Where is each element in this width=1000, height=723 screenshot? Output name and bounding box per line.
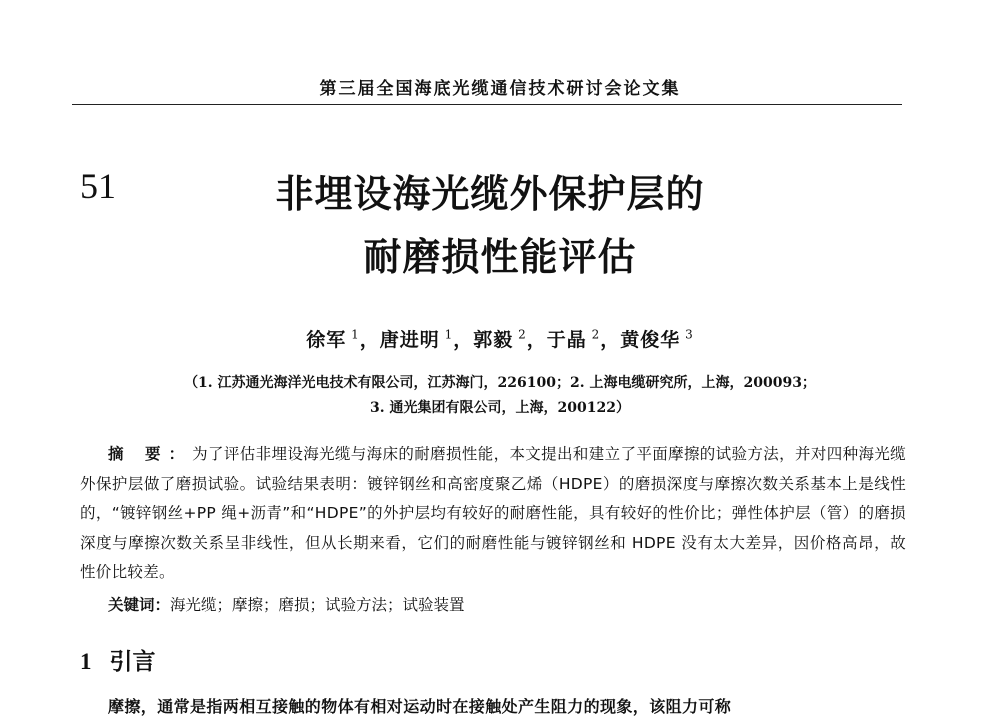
author-affiliation-marker: 1 — [346, 327, 360, 342]
author-list — [0, 325, 1000, 352]
author-separator: ， — [359, 329, 380, 351]
author-separator: ， — [453, 329, 474, 351]
paper-title-text-1: 非埋设海光缆外保护层的 — [275, 172, 705, 216]
author-name: 唐进明 — [379, 329, 440, 351]
abstract — [80, 440, 906, 588]
author-affiliation-marker: 1 — [439, 327, 454, 342]
keywords-label: 关键词： — [108, 596, 171, 614]
author-separator: ， — [600, 329, 621, 351]
author-name: 徐军 — [306, 329, 347, 351]
author-affiliation-marker: 2 — [513, 327, 527, 342]
author-affiliation-marker: 2 — [586, 327, 601, 342]
affiliation-line-2: 3. 通光集团有限公司，上海，200122） — [370, 400, 630, 416]
author-separator: ， — [526, 329, 547, 351]
section-number: 1 — [80, 649, 92, 674]
section-title: 引言 — [109, 649, 156, 675]
author-name: 于晶 — [546, 329, 587, 351]
author-name: 黄俊华 — [620, 329, 681, 351]
affiliation-line-1: （1. 江苏通光海洋光电技术有限公司，江苏海门，226100；2. 上海电缆研究所，上海，200093； — [184, 375, 816, 391]
keywords-text: 海光缆；摩擦；磨损；试验方法；试验装置 — [170, 596, 465, 614]
section-heading-intro — [80, 643, 156, 676]
abstract-text: 为了评估非埋设海光缆与海床的耐磨损性能，本文提出和建立了平面摩擦的试验方法，并对四种海光缆外保护层做了磨损试验。试验结果表明：镀锌钢丝和高密度聚乙烯（HDPE）的磨损深度与摩擦次数关系基本上是线性的，“镀锌钢丝+PP 绳+沥青”和“HDPE”的外护层均有较好的耐磨性能，具有较好的性价比；弹性体护层（管）的磨损深度与摩擦次数关系呈非线性，但从长期来看，它们的耐磨性能与镀锌钢丝和 HDPE 没有太大差异，因价格高昂，故性价比较差。 — [80, 445, 906, 581]
abstract-label: 摘 要： — [108, 445, 193, 463]
paper-title-line-2: 耐磨损性能评估 — [363, 235, 637, 279]
author-name: 郭毅 — [473, 329, 514, 351]
author-affiliation-marker: 3 — [680, 327, 694, 342]
running-header: 第三届全国海底光缆通信技术研讨会论文集 — [319, 79, 681, 99]
header-divider — [72, 104, 902, 105]
paper-number: 51 — [80, 166, 116, 206]
paper-title-line-1 — [0, 163, 1000, 218]
keywords — [108, 593, 465, 615]
body-paragraph-first-line: 摩擦，通常是指两相互接触的物体有相对运动时在接触处产生阻力的现象，该阻力可称 — [108, 697, 732, 716]
